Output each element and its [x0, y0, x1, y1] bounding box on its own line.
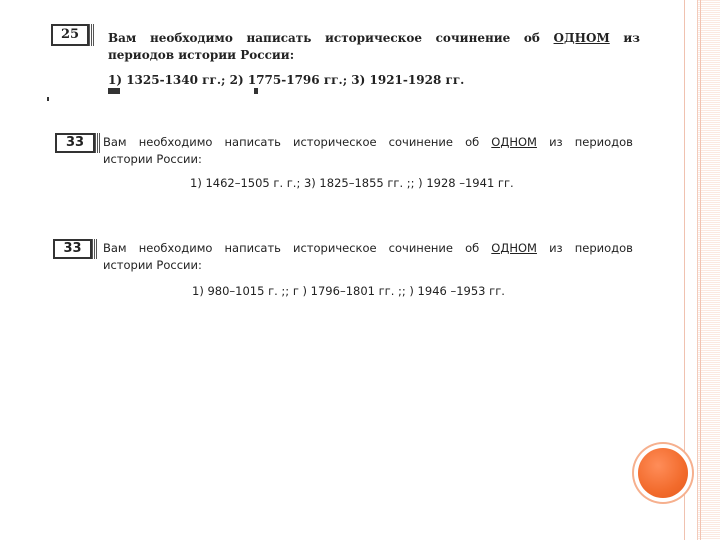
task-33b-line2: истории России:: [103, 258, 202, 272]
task-25-text: [108, 30, 640, 89]
word: из: [623, 31, 640, 45]
word: Вам: [103, 135, 127, 149]
word: написать: [224, 241, 281, 255]
task-33a-line1: [103, 134, 633, 151]
word: периодов: [574, 135, 633, 149]
word: историческое: [293, 241, 377, 255]
emphasis-word: ОДНОМ: [491, 135, 537, 149]
word: историческое: [293, 135, 377, 149]
task-33b-text: [103, 240, 633, 274]
decorative-side-band: [684, 0, 720, 540]
decorative-side-line: [700, 0, 701, 540]
bullet-mark: [47, 97, 49, 101]
word: из: [549, 135, 563, 149]
word: написать: [224, 135, 281, 149]
word: из: [549, 241, 563, 255]
task-33b-periods: 1) 980–1015 г. ;; г ) 1796–1801 гг. ;; ) 1946 –1953 гг.: [192, 284, 505, 298]
task-25-line2: периодов истории России:: [108, 48, 295, 62]
task-33a-text: [103, 134, 633, 168]
word: об: [465, 135, 480, 149]
task-25-periods: 1) 1325-1340 гг.; 2) 1775-1796 гг.; 3) 1921-1928 гг.: [108, 73, 465, 87]
word: необходимо: [138, 135, 213, 149]
task-number-box: 25: [51, 24, 89, 46]
word: необходимо: [138, 241, 213, 255]
task-25-line1: [108, 30, 640, 47]
word: сочинение: [388, 241, 453, 255]
word: историческое: [325, 31, 422, 45]
word: сочинение: [388, 135, 453, 149]
word: Вам: [108, 31, 137, 45]
word: сочинение: [435, 31, 511, 45]
task-33a-line2: истории России:: [103, 152, 202, 166]
emphasis-word: ОДНОМ: [553, 31, 610, 45]
word: написать: [246, 31, 312, 45]
emphasis-word: ОДНОМ: [491, 241, 537, 255]
task-number-box: 33: [55, 133, 95, 153]
task-33b-line1: [103, 240, 633, 257]
task-number-box: 33: [53, 239, 92, 259]
decorative-orange-circle: [638, 448, 688, 498]
task-33a-periods: 1) 1462–1505 г. г.; 3) 1825–1855 гг. ;; ) 1928 –1941 гг.: [190, 176, 514, 190]
word: необходимо: [149, 31, 233, 45]
word: периодов: [574, 241, 633, 255]
word: об: [465, 241, 480, 255]
cropped-text-fragment: [108, 88, 258, 94]
word: об: [523, 31, 540, 45]
word: Вам: [103, 241, 127, 255]
